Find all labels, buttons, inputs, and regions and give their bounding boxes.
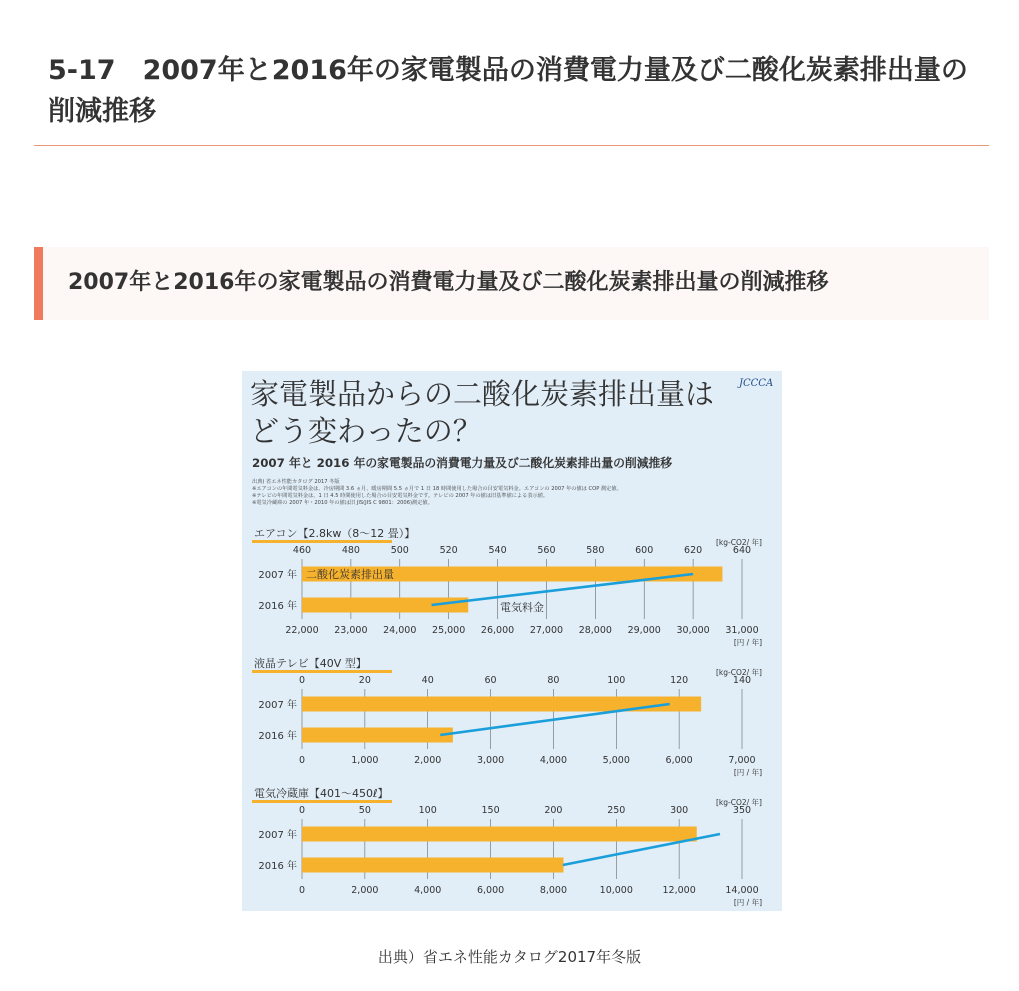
panel-3-bottom-tick-label: 12,000: [662, 885, 696, 896]
note-tv: ※テレビの年間電気料金は、1 日 4.5 時間使用した場合の目安電気料金です。テレビの 2007 年の値は旧基準値による表示値。: [252, 493, 549, 499]
panel-2-bottom-tick-label: 4,000: [539, 755, 568, 766]
figure-caption: 出典）省エネ性能カタログ2017年冬版: [377, 948, 642, 966]
infographic-headline-line2: どう変わったの？: [250, 414, 482, 448]
panel-3-bar-2016: [302, 858, 563, 873]
note-aircon: ※エアコンの年間電気料金は、冷房期間 3.6 ヵ月、暖房期間 5.5 ヵ月で 1 日 18 時間使用した場合の目安電気料金。エアコンの 2007 年の値は COP 測定値。: [252, 486, 622, 492]
panel-2-bottom-tick-label: 3,000: [476, 755, 505, 766]
panel-3-bottom-tick-label: 8,000: [539, 885, 568, 896]
panel-2-bottom-unit: [円 / 年]: [733, 768, 762, 777]
panel-3-top-tick-label: 200: [544, 805, 563, 816]
panel-2-bottom-tick-label: 1,000: [351, 755, 379, 766]
panel-1-line-legend: 電気料金: [500, 601, 544, 614]
panel-1-top-tick-label: 640: [732, 545, 752, 556]
panel-2-category-label: 2007 年: [258, 700, 297, 711]
panel-2-top-unit: [kg-CO2/ 年]: [716, 668, 762, 677]
panel-1-bar-legend: 二酸化炭素排出量: [306, 568, 394, 581]
panel-1-bottom-tick-label: 22,000: [285, 625, 319, 636]
panel-3-title-underline: [252, 800, 392, 803]
panel-3-bottom-unit: [円 / 年]: [733, 898, 762, 907]
panel-1-title-underline: [252, 540, 392, 543]
panel-2-bottom-tick-label: 0: [298, 755, 306, 766]
infographic-headline-line1: 家電製品からの二酸化炭素排出量は: [250, 377, 715, 411]
panel-2-bar-2016: [302, 728, 453, 743]
panel-2-top-tick-label: 40: [421, 675, 434, 686]
panel-1-top-tick-label: 540: [488, 545, 507, 556]
panel-2-top-tick-label: 100: [607, 675, 626, 686]
panel-1-top-tick-label: 560: [537, 545, 556, 556]
panel-2-top-tick-label: 0: [298, 675, 306, 686]
panel-3-top-tick-label: 300: [670, 805, 689, 816]
panel-2-bottom-tick-label: 7,000: [728, 755, 756, 766]
panel-3-bar-2007: [302, 827, 697, 842]
panel-3-top-tick-label: 150: [481, 805, 500, 816]
panel-1-top-tick-label: 500: [390, 545, 409, 556]
panel-1-bottom-tick-label: 23,000: [334, 625, 368, 636]
panel-3-bottom-tick-label: 2,000: [351, 885, 379, 896]
panel-1-top-tick-label: 600: [635, 545, 654, 556]
panel-1-top-tick-label: 460: [292, 545, 312, 556]
panel-1-title: エアコン【2.8kw（8～12 畳）】: [254, 527, 416, 540]
panel-2-bottom-tick-label: 5,000: [602, 755, 630, 766]
panel-3-bottom-tick-label: 6,000: [476, 885, 505, 896]
panel-2-bottom-tick-label: 2,000: [414, 755, 442, 766]
panel-1-bottom-tick-label: 26,000: [480, 625, 515, 636]
panel-3-category-label: 2016 年: [258, 861, 297, 872]
panel-3-top-tick-label: 250: [607, 805, 626, 816]
panel-1-bottom-unit: [円 / 年]: [733, 638, 762, 647]
panel-3-title: 電気冷蔵庫【401～450ℓ】: [254, 787, 389, 800]
section-accent-bar: [34, 247, 43, 320]
panel-3-bottom-tick-label: 4,000: [414, 885, 442, 896]
panel-1-category-label: 2007 年: [258, 570, 297, 581]
panel-2-bottom-tick-label: 6,000: [665, 755, 693, 766]
page-title: 5-17 2007年と2016年の家電製品の消費電力量及び二酸化炭素排出量の削減推移: [48, 55, 968, 127]
panel-3-top-unit: [kg-CO2/ 年]: [716, 798, 762, 807]
panel-3-top-tick-label: 350: [732, 805, 752, 816]
panel-1-bar-2016: [302, 598, 468, 613]
infographic-chart: [242, 371, 782, 911]
panel-1-bottom-tick-label: 31,000: [725, 625, 759, 636]
panel-1-bottom-tick-label: 30,000: [676, 625, 710, 636]
note-source: 出典) 省エネ性能カタログ 2017 冬版: [252, 479, 340, 485]
panel-3-top-tick-label: 100: [418, 805, 437, 816]
panel-1-top-tick-label: 580: [586, 545, 605, 556]
panel-3-category-label: 2007 年: [258, 830, 297, 841]
panel-2-top-tick-label: 20: [358, 675, 371, 686]
panel-2-top-tick-label: 140: [732, 675, 752, 686]
panel-3-bottom-tick-label: 0: [298, 885, 306, 896]
panel-1-top-tick-label: 620: [684, 545, 703, 556]
panel-2-category-label: 2016 年: [258, 731, 297, 742]
panel-2-title: 液晶テレビ【40V 型】: [254, 657, 367, 670]
panel-1-bottom-tick-label: 25,000: [432, 625, 466, 636]
panel-2-top-tick-label: 60: [484, 675, 497, 686]
infographic-figure: [242, 371, 782, 911]
panel-1-top-tick-label: 520: [439, 545, 458, 556]
panel-1-bottom-tick-label: 24,000: [383, 625, 417, 636]
panel-1-bottom-tick-label: 29,000: [627, 625, 661, 636]
panel-3-bottom-tick-label: 14,000: [725, 885, 759, 896]
panel-1-bottom-tick-label: 28,000: [578, 625, 612, 636]
logo-text: JCCCA: [739, 378, 774, 389]
panel-1-bottom-tick-label: 27,000: [529, 625, 564, 636]
panel-3-bottom-tick-label: 10,000: [599, 885, 633, 896]
panel-2-bar-2007: [302, 697, 701, 712]
panel-3-top-tick-label: 50: [358, 805, 371, 816]
section-heading: 2007年と2016年の家電製品の消費電力量及び二酸化炭素排出量の削減推移: [68, 270, 829, 295]
panel-2-top-tick-label: 80: [547, 675, 560, 686]
panel-3-top-tick-label: 0: [298, 805, 306, 816]
title-divider: [34, 145, 989, 146]
panel-1-category-label: 2016 年: [258, 601, 297, 612]
infographic-subtitle: 2007 年と 2016 年の家電製品の消費電力量及び二酸化炭素排出量の削減推移: [252, 456, 673, 470]
panel-1-top-tick-label: 480: [341, 545, 360, 556]
note-fridge: ※電気冷蔵庫の 2007 年・2010 年の値は旧 JIS(JIS C 9801：2006)測定値。: [252, 500, 433, 506]
panel-2-title-underline: [252, 670, 392, 673]
panel-2-top-tick-label: 120: [670, 675, 689, 686]
panel-1-top-unit: [kg-CO2/ 年]: [716, 538, 762, 547]
